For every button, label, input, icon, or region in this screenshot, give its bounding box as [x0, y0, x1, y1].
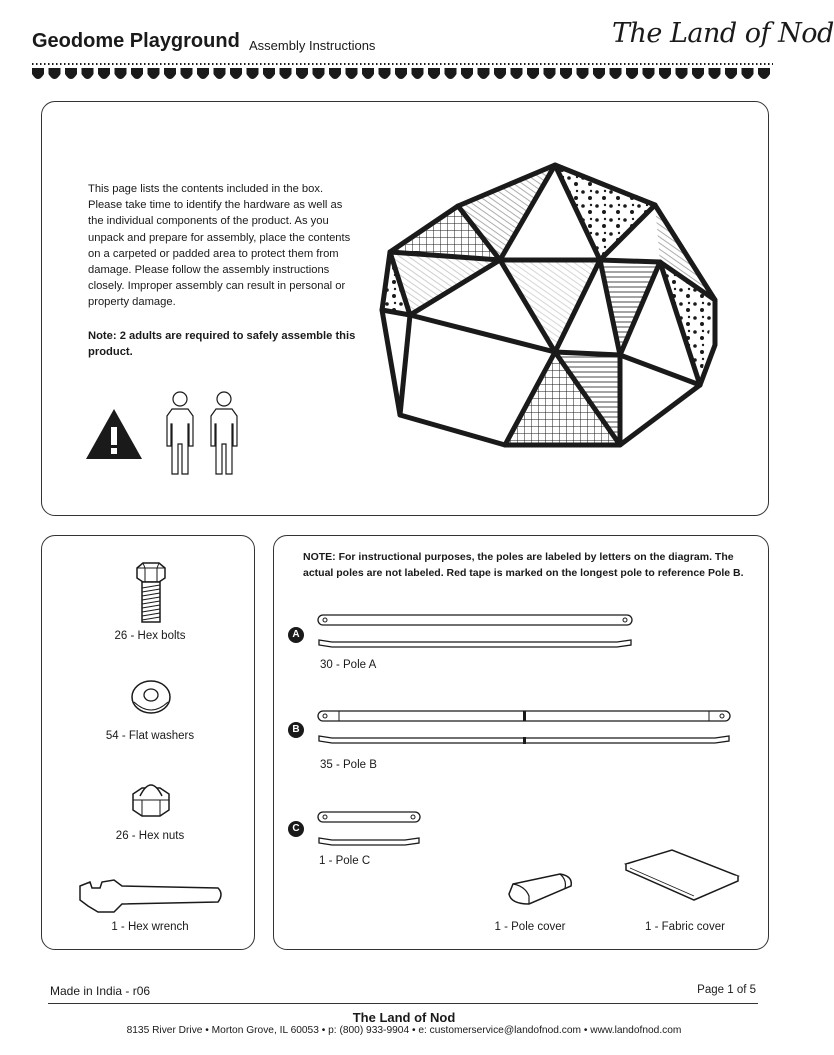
scallop-segment — [197, 68, 209, 79]
geodome-illustration — [370, 160, 755, 460]
pole-c-icon — [317, 811, 427, 851]
cover-label: 1 - Fabric cover — [645, 921, 725, 933]
brand-logo: The Land of Nod — [612, 18, 834, 49]
pole-letter-badge: C — [288, 821, 304, 837]
scallop-segment — [346, 68, 358, 79]
page-title: Geodome Playground — [32, 30, 240, 52]
footer-divider — [48, 1003, 758, 1004]
hex-wrench-icon — [78, 874, 226, 914]
scallop-segment — [280, 68, 292, 79]
scallop-segment — [527, 68, 539, 79]
scallop-segment — [610, 68, 622, 79]
scallop-segment — [98, 68, 110, 79]
scallop-segment — [313, 68, 325, 79]
scallop-segment — [511, 68, 523, 79]
adults-note: Note: 2 adults are required to safely assemble this product. — [88, 330, 356, 359]
intro-text: This page lists the contents included in the box. Please take time to identify the hardware as well as the individual components of the product. As you unpack and prepare for assembly, place the contents on a carpeted or padded area to protect them from damage. Please follow the assembly instructions closely. Improper assembly can result in personal or property damage. — [88, 183, 351, 309]
pole-label: 35 - Pole B — [320, 759, 377, 771]
scallop-segment — [412, 68, 424, 79]
scallop-segment — [296, 68, 308, 79]
scallop-segment — [115, 68, 127, 79]
scallop-segment — [478, 68, 490, 79]
hex-bolt-icon — [131, 562, 171, 626]
scallop-segment — [230, 68, 242, 79]
hardware-label: 54 - Flat washers — [105, 730, 195, 742]
scallop-segment — [131, 68, 143, 79]
scallop-segment — [709, 68, 721, 79]
pole-letter-badge: B — [288, 722, 304, 738]
poles-note: NOTE: For instructional purposes, the poles are labeled by letters on the diagram. The actual poles are not labeled. Red tape is marked on the longest pole to reference Pole B. — [303, 551, 744, 579]
scallop-segment — [65, 68, 77, 79]
scallop-segment — [593, 68, 605, 79]
hardware-label: 26 - Hex nuts — [115, 830, 185, 842]
scallop-segment — [445, 68, 457, 79]
page-subtitle: Assembly Instructions — [249, 38, 376, 53]
scallop-segment — [626, 68, 638, 79]
pole-label: 30 - Pole A — [320, 659, 377, 671]
pole-label: 1 - Pole C — [319, 855, 371, 867]
scallop-segment — [428, 68, 440, 79]
hardware-label: 1 - Hex wrench — [111, 921, 189, 933]
page-number: Page 1 of 5 — [697, 984, 756, 996]
scallop-segment — [263, 68, 275, 79]
scallop-segment — [461, 68, 473, 79]
scallop-segment — [560, 68, 572, 79]
scallop-segment — [494, 68, 506, 79]
scallop-segment — [577, 68, 589, 79]
fabric-cover-icon — [622, 848, 742, 902]
two-adults-icon — [160, 390, 246, 478]
scallop-segment — [659, 68, 671, 79]
scallop-segment — [742, 68, 754, 79]
company-name: The Land of Nod — [352, 1010, 456, 1025]
scallop-segment — [181, 68, 193, 79]
scallop-segment — [148, 68, 160, 79]
scallop-segment — [725, 68, 737, 79]
scallop-segment — [395, 68, 407, 79]
scallop-segment — [247, 68, 259, 79]
scallop-segment — [329, 68, 341, 79]
warning-triangle-icon — [84, 407, 144, 461]
scallop-segment — [379, 68, 391, 79]
hardware-label: 26 - Hex bolts — [114, 630, 186, 642]
pole-a-icon — [317, 614, 637, 654]
scallop-segment — [544, 68, 556, 79]
scallop-segment — [692, 68, 704, 79]
scallop-segment — [82, 68, 94, 79]
pole-cover-icon — [505, 872, 577, 908]
scallop-segment — [32, 68, 44, 79]
scallop-segment — [643, 68, 655, 79]
flat-washer-icon — [130, 678, 172, 716]
scallop-segment — [214, 68, 226, 79]
pole-b-icon — [317, 710, 737, 750]
hex-nut-icon — [130, 778, 172, 820]
scallop-segment — [362, 68, 374, 79]
cover-label: 1 - Pole cover — [494, 921, 566, 933]
made-in-text: Made in India - r06 — [50, 984, 151, 998]
pole-letter-badge: A — [288, 627, 304, 643]
company-address: 8135 River Drive • Morton Grove, IL 60053 • p: (800) 933-9904 • e: customerservice@landofnod.com • www.landofnod.com — [126, 1025, 682, 1036]
scallop-segment — [49, 68, 61, 79]
scallop-border — [30, 62, 775, 84]
scallop-segment — [758, 68, 770, 79]
scallop-segment — [164, 68, 176, 79]
scallop-segment — [676, 68, 688, 79]
